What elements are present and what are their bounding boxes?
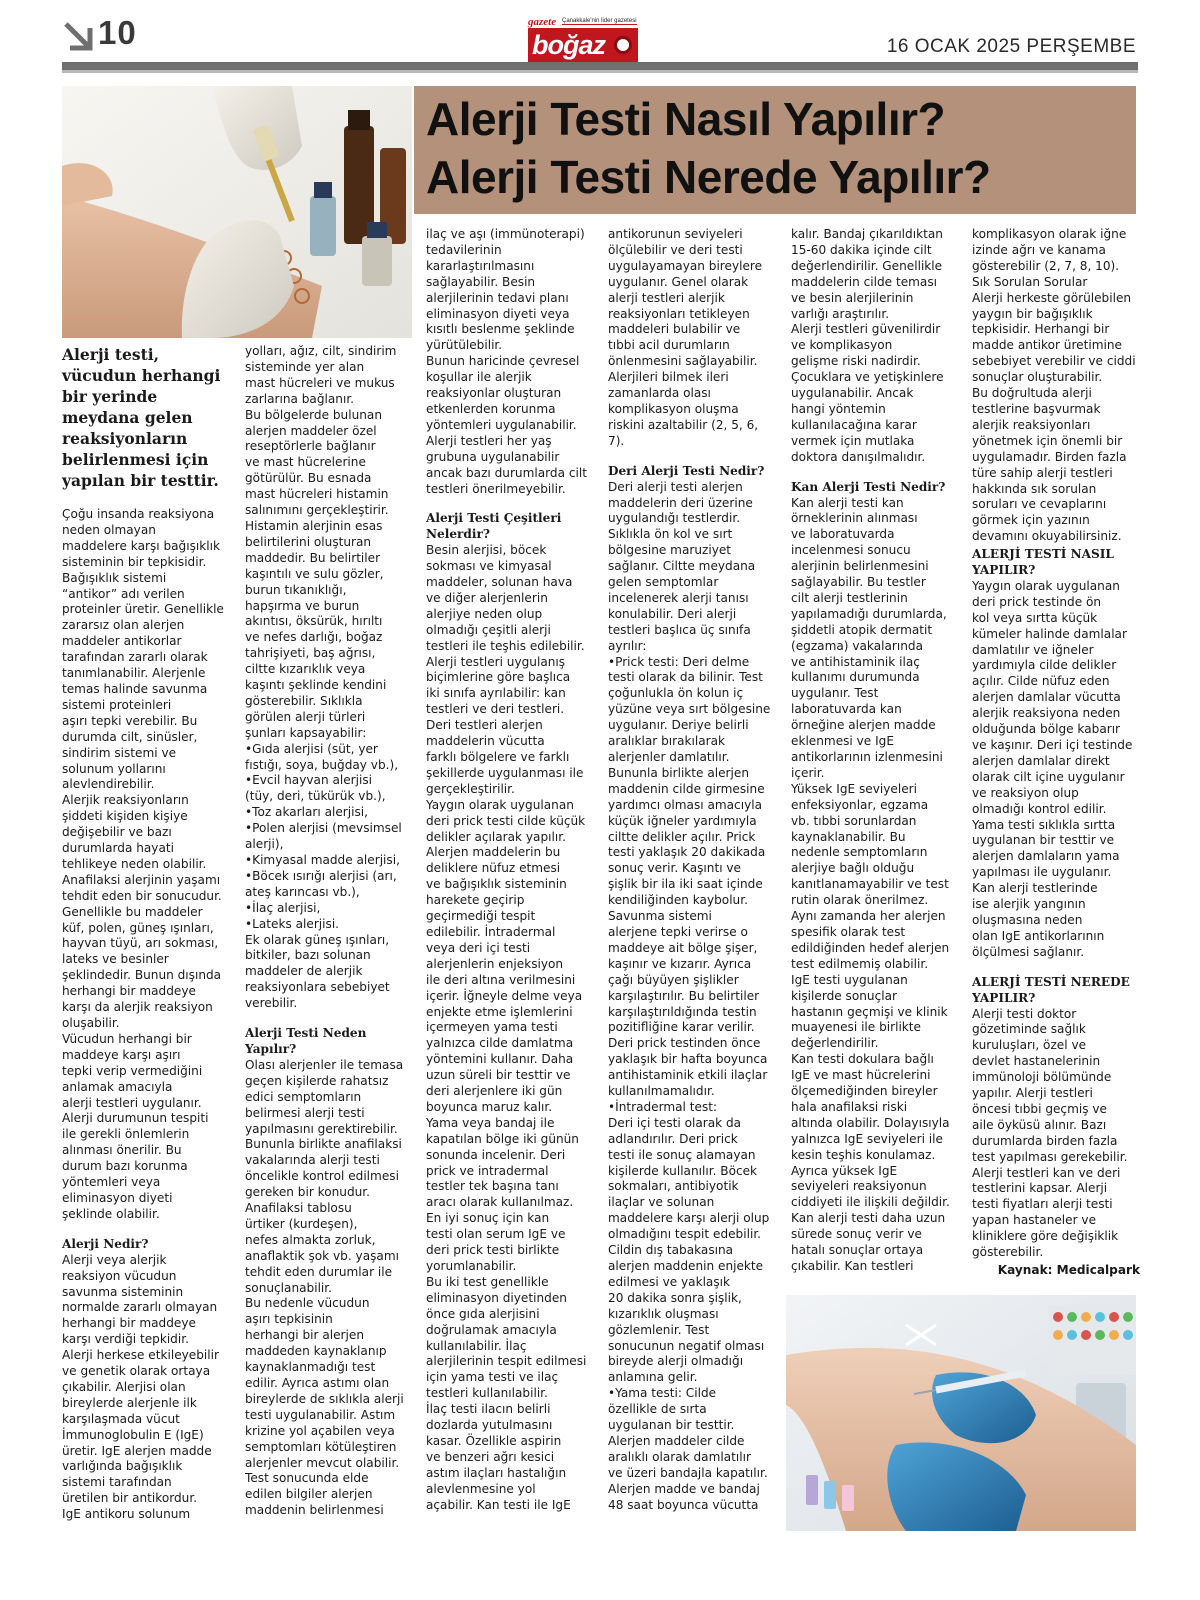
header-rule — [62, 62, 1138, 70]
logo-tagline: Çanakkale'nin lider gazetesi — [562, 18, 637, 24]
paragraph: Alerji veya alerjik reaksiyon vücudun savunma sisteminin normalde zararlı olmayan herhangi bir maddeye karşı verdiği tepkidir. Alerji herkese etkileyebilir ve genetik olarak ortaya çıkabilir. Alerjisi olan bireylerde alerjenle ilk karşılaşmada vücut İmmunoglobulin E (IgE) üretir. IgE alerjen madde varlığında bağışıklık sistemi tarafından üretilen bir antikordur. IgE antikoru solunum — [62, 1252, 219, 1522]
article-title-band — [414, 86, 1136, 214]
article-lede: Alerji testi, vücudun herhangi bir yerinde meydana gelen reaksiyonların belirlenmesi için yapılan bir testtir. — [62, 345, 221, 490]
paragraph: Deri alerji testi alerjen maddelerin deri üzerine uygulandığı testlerdir. Sıklıkla ön kol ve sırt bölgesine maruziyet sağlanır. Ciltte meydana gelen semptomlar incelenerek alerji tanısı konulabilir. Deri alerji testleri başlıca üç sınıfa ayrılır: •Prick testi: Deri delme testi olarak da bilinir. Test çoğunlukla ön kolun iç yüzüne veya sırt bölgesine uygulanır. Deriye belirli aralıklar bırakılarak alerjenler damlatılır. Bununla birlikte alerjen maddenin cilde girmesine yardımcı olması amacıyla küçük iğneler yardımıyla ciltte delikler açılır. Prick testi yaklaşık 20 dakikada sonuç verir. Kaşıntı ve şişlik bir ila iki saat içinde kendiliğinden kaybolur. Savunma sistemi alerjene tepki verirse o maddeye ait bölge şişer, kaşınır ve kızarır. Ayrıca çağı büyüyen şişlikler karşılaştırılır. Bu belirtiler karşılaştırıldığında testin pozitifliğine karar verilir. Deri prick testinden önce yaklaşık bir hafta boyunca antihistaminik etkili ilaçlar kullanılmamalıdır. •İntradermal test: Deri içi testi olarak da adlandırılır. Deri prick testi ile sonuç alamayan kişilerde kullanılır. Böcek sokmaları, antibiyotik ilaçlar ve solunan maddelere karşı alerji olup olmadığını tespit edebilir. Cildin dış tabakasına alerjen maddenin enjekte edilmesi ve yaklaşık 20 dakika sonra şişlik, kızarıklık oluşması gözlemlenir. Test sonucunun negatif olması bireyde alerji olmadığı anlamına gelir. •Yama testi: Cilde özellikle de sırta uygulanan bir testtir. Alerjen maddeler cilde aralıklı olarak damlatılır ve üzeri bandajla kapatılır. Alerjen madde ve bandaj 48 saat boyunca vücutta — [608, 479, 771, 1512]
skin-prick-test-photo — [62, 86, 412, 338]
logo-main — [528, 28, 638, 62]
page-arrow-icon — [62, 20, 96, 54]
article-column-6 — [972, 227, 1140, 1289]
article-column-5 — [791, 227, 967, 1289]
page-number: 10 — [98, 14, 137, 51]
paragraph: Yaygın olarak uygulanan deri prick testinde ön kol veya sırtta küçük kümeler halinde damlalar damlatılır ve iğneler yardımıyla cilde delikler açılır. Cilde nüfuz eden alerjen damlalar vücutta alerjik reaksiyona neden olduğunda bölge kabarır ve kaşınır. Deri içi testinde alerjen damlalar direkt olarak cilt içine uygulanır ve reaksiyon olup olmadığı kontrol edilir. Yama testi sıklıkla sırtta uygulanan bir testtir ve alerjen damlaların yama yapılması ile uygulanır. Kan alerji testlerinde ise alerjik yangının oluşmasına neden olan IgE antikorlarının ölçülmesi sağlanır. — [972, 578, 1133, 959]
article-column-3 — [426, 227, 602, 1537]
paragraph: Besin alerjisi, böcek sokması ve kimyasal maddeler, solunan hava ve diğer alerjenlerin alerjiye neden olup olmadığı çeşitli alerji testleri ile teşhis edilebilir. Alerji testleri uygulanış biçimlerine göre başlıca iki sınıfa ayrılabilir: kan testleri ve deri testleri. Deri testleri alerjen maddelerin vücutta farklı bölgelere ve farklı şekillerde uygulanması ile gerçekleştirilir. Yaygın olarak uygulanan deri prick testi cilde küçük delikler açılarak yapılır. Alerjen maddelerin bu deliklere nüfuz etmesi ve bağışıklık sisteminin harekete geçirip geçirmediği tespit edilebilir. İntradermal veya deri içi testi alerjenlerin enjeksiyon ile deri altına verilmesini içerir. İğneyle delme veya enjekte etme işlemlerini içermeyen yama testi yalnızca cilde damlatma yöntemini kullanır. Daha uzun süreli bir testtir ve deri alerjenlere iki gün boyunca maruz kalır. Yama veya bandaj ile kapatılan bölge iki günün sonunda incelenir. Deri prick ve intradermal testler tek başına tanı aracı olarak kullanılmaz. En iyi sonuç için kan testi olan serum IgE ve deri prick testi birlikte yorumlanabilir. Bu iki test genellikle eliminasyon diyetinden önce gıda alerjisini doğrulamak amacıyla kullanılabilir. İlaç alerjilerinin tespit edilmesi için yama testi ve ilaç testleri kullanılabilir. İlaç testi ilacın belirli dozlarda yutulmasını kasar. Özellikle aspirin ve benzeri ağrı kesici astım ilaçları hastalığın alevlenmesine yol açabilir. Kan testi ile IgE — [426, 543, 587, 1512]
subheading-skin-test: Deri Alerji Testi Nedir? — [608, 463, 765, 478]
logo-main-text: boğaz — [532, 30, 605, 60]
paragraph: antikorunun seviyeleri ölçülebilir ve deri testi uygulayamayan bireylere uygulanır. Genel olarak alerji testleri alerjik reaksiyonları tetikleyen maddeleri bulabilir ve tıbbi acil durumların önlenmesini sağlayabilir. Alerjileri bilmek ileri zamanlarda olası komplikasyon oluşma riskini azaltabilir (2, 5, 6, 7). — [608, 227, 763, 448]
subheading-why-test: Alerji Testi Neden Yapılır? — [245, 1026, 367, 1056]
article-column-2 — [245, 344, 415, 1534]
subheading-what-is-allergy: Alerji Nedir? — [62, 1236, 149, 1251]
subheading-where-done: ALERJİ TESTİ NEREDE YAPILIR? — [972, 974, 1130, 1005]
paragraph: Alerji testi doktor gözetiminde sağlık kuruluşları, özel ve devlet hastanelerinin immünoloji bölümünde yapılır. Alerji testleri öncesi tıbbi geçmiş ve aile öyküsü alınır. Bazı durumlarda birden fazla test yapılması gerekebilir. Alerji testleri kan ve deri testlerini kapsar. Alerji testi fiyatları alerji testi yapan hastaneler ve kliniklere göre değişiklik gösterebilir. — [972, 1006, 1128, 1260]
subheading-blood-test: Kan Alerji Testi Nedir? — [791, 479, 946, 494]
header-rule-shadow — [62, 70, 1138, 73]
article-source: Kaynak: Medicalpark — [997, 1263, 1140, 1277]
paragraph: Kan alerji testi kan örneklerinin alınması ve laboratuvarda incelenmesi sonucu alerjinin belirlenmesini sağlayabilir. Bu testler cilt alerji testlerinin yapılamadığı durumlarda, şiddetli atopik dermatit (egzama) vakalarında ve antihistaminik ilaç kullanımı durumunda uygulanır. Test laboratuvarda kan örneğine alerjen madde eklenmesi ve IgE antikorlarının izlenmesini içerir. Yüksek IgE seviyeleri enfeksiyonlar, egzama vb. tıbbi sorunlardan kaynaklanabilir. Bu nedenle semptomların alerjiye bağlı olduğu kanıtlanamayabilir ve test rutin olarak önerilmez. Aynı zamanda her alerjen spesifik olarak test edildiğinden hedef alerjen test edilmemiş olabilir. IgE testi uygulanan kişilerde sonuçlar hastanın geçmişi ve klinik muayenesi ile birlikte değerlendirilir. Kan testi dokulara bağlı IgE ve mast hücrelerini ölçemediğinden bireyler hala anafilaksi riski altında olabilir. Dolayısıyla yalnızca IgE seviyeleri ile kesin teşhis konulamaz. Ayrıca yüksek IgE seviyeleri reaksiyonun ciddiyeti ile ilişkili değildir. Kan alerji testi daha uzun sürede sonuç verir ve hatalı sonuçlar ortaya çıkabilir. Kan testleri — [791, 495, 950, 1273]
subheading-how-done: ALERJİ TESTİ NASIL YAPILIR? — [972, 547, 1114, 578]
paragraph: yolları, ağız, cilt, sindirim sisteminde yer alan mast hücreleri ve mukus zarlarına bağlanır. Bu bölgelerde bulunan alerjen maddeler özel reseptörlerle bağlanır ve mast hücrelerine götürülür. Bu esnada mast hücreleri histamin salınımını gerçekleştirir. Histamin alerjinin esas belirtilerini oluşturan maddedir. Bu belirtiler kaşıntılı ve sulu gözler, burun tıkanıklığı, hapşırma ve burun akıntısı, öksürük, hırıltı ve nefes darlığı, boğaz tahrişiyeti, baş ağrısı, ciltte kızarıklık veya kaşıntı şeklinde kendini gösterebilir. Sıklıkla görülen alerji türleri şunları kapsayabilir: •Gıda alerjisi (süt, yer fıstığı, soya, buğday vb.), •Evcil hayvan alerjisi (tüy, deri, tükürük vb.), •Toz akarları alerjisi, •Polen alerjisi (mevsimsel alerji), •Kimyasal madde alerjisi, •Böcek ısırığı alerjisi (arı, ateş karıncası vb.), •İlaç alerjisi, •Lateks alerjisi. Ek olarak güneş ışınları, bitkiler, bazı solunan maddeler de alerjik reaksiyonlara sebebiyet verebilir. — [245, 344, 402, 1011]
intradermal-test-photo — [786, 1295, 1136, 1531]
newspaper-logo[interactable] — [528, 16, 640, 64]
paragraph: kalır. Bandaj çıkarıldıktan 15-60 dakika içinde cilt değerlendirilir. Genellikle maddelerin cilde teması ve besin alerjilerinin varlığı araştırılır. Alerji testleri güvenilirdir ve komplikasyon gelişme riski nadirdir. Çocuklara ve yetişkinlere uygulanabilir. Ancak hangi yöntemin kullanılacağına karar vermek için mutlaka doktora danışılmalıdır. — [791, 227, 944, 464]
subheading-test-types: Alerji Testi Çeşitleri Nelerdir? — [426, 511, 562, 542]
article-column-4 — [608, 227, 784, 1537]
paragraph: Olası alerjenler ile temasa geçen kişilerde rahatsız edici semptomların belirmesi alerji testi yapılmasını gerektirebilir. Bununla birlikte anafilaksi vakalarında alerji testi öncelikle kontrol edilmesi gereken bir konudur. Anafilaksi tablosu ürtiker (kurdeşen), nefes almakta zorluk, anaflaktik şok vb. yaşamı tehdit eden durumlar ile sonuçlanabilir. Bu nedenle vücudun aşırı tepkisinin herhangi bir alerjen maddeden kaynaklanıp kaynaklanmadığı test edilir. Ayrıca astımı olan bireylerde de sıklıkla alerji testi uygulanabilir. Astım krizine yol açabilen veya semptomları kötüleştiren alerjenler mevcut olabilir. Test sonucunda elde edilen bilgiler alerjen maddenin belirlenmesi — [245, 1057, 404, 1518]
issue-date: 16 OCAK 2025 PERŞEMBE — [886, 36, 1136, 57]
article-column-1 — [62, 507, 238, 1537]
page-header — [0, 0, 1200, 80]
paragraph: Çoğu insanda reaksiyona neden olmayan maddelere karşı bağışıklık sisteminin bir tepkisidir. Bağışıklık sistemi “antikor” adı verilen proteinler üretir. Genellikle zararsız olan alerjen maddeler antikorlar tarafından zararlı olarak tanımlanabilir. Alerjenle temas halinde savunma sistemi proteinleri aşırı tepki verebilir. Bu durumda cilt, sinüsler, sindirim sistemi ve solunum yollarını alevlendirebilir. Alerjik reaksiyonların şiddeti kişiden kişiye değişebilir ve bazı durumlarda hayati tehlikeye neden olabilir. Anafilaksi alerjinin yaşamı tehdit eden bir sonucudur. Genellikle bu maddeler küf, polen, güneş ışınları, hayvan tüyü, arı sokması, lateks ve besinler şeklindedir. Bunun dışında herhangi bir maddeye karşı da alerjik reaksiyon oluşabilir. Vücudun herhangi bir maddeye karşı aşırı tepki verip vermediğini anlamak amacıyla alerji testleri uygulanır. Alerji durumunun tespiti ile gerekli önlemlerin alınması önerilir. Bu durum bazı korunma yöntemleri veya eliminasyon diyeti şeklinde olabilir. — [62, 507, 224, 1221]
article-title-line-1: Alerji Testi Nasıl Yapılır? — [426, 93, 946, 145]
article-title-line-2: Alerji Testi Nerede Yapılır? — [426, 151, 991, 203]
logo-badge-icon — [614, 36, 632, 54]
logo-small-text: gazete — [528, 16, 557, 28]
paragraph: komplikasyon olarak iğne izinde ağrı ve kanama gösterebilir (2, 7, 8, 10). Sık Sorulan Sorular Alerji herkeste görülebilen yaygın bir bağışıklık tepkisidir. Herhangi bir madde antikor üretimine sebebiyet verebilir ve ciddi sonuçlar oluşturabilir. Bu doğrultuda alerji testlerine başvurmak alerjik reaksiyonları yönetmek için önemli bir uygulamadır. Birden fazla türe sahip alerji testleri hakkında sık sorulan soruları ve cevaplarını görmek için yazının devamını okuyabilirsiniz. — [972, 227, 1136, 544]
paragraph: ilaç ve aşı (immünoterapi) tedavilerinin kararlaştırılmasını sağlayabilir. Besin alerjilerinin tedavi planı eliminasyon diyeti veya kısıtlı beslenme şeklinde yürütülebilir. Bunun haricinde çevresel koşullar ile alerjik reaksiyonlar oluşturan etkenlerden korunma yöntemleri uygulanabilir. Alerji testleri her yaş grubuna uygulanabilir ancak bazı durumlarda cilt testleri önerilmeyebilir. — [426, 227, 587, 496]
